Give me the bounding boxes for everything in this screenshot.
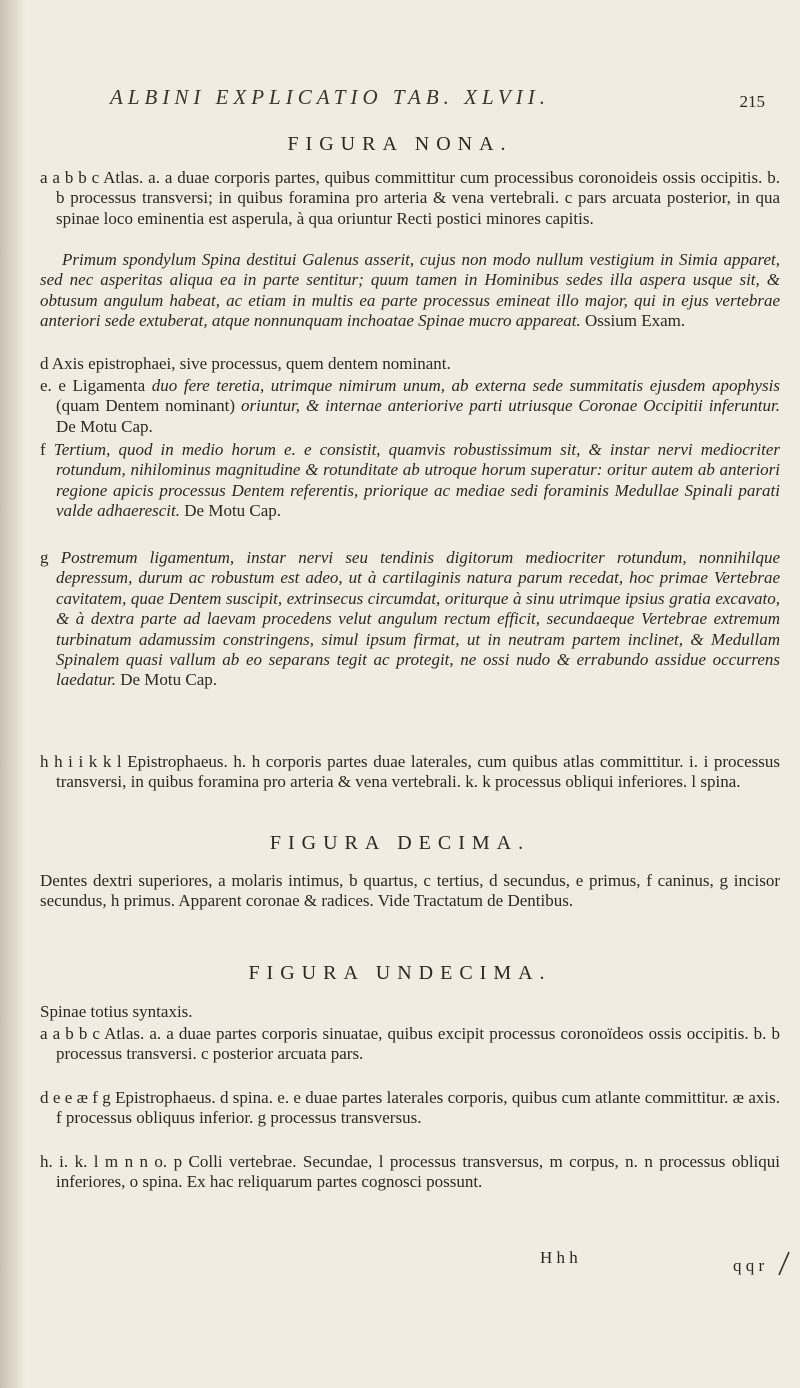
gutter-shadow — [0, 0, 26, 1388]
entry-spinae-syntaxis: Spinae totius syntaxis. — [40, 1002, 193, 1021]
entry-ligamenta-text-c: oriuntur, & internae anteriorive parti utriusque Coronae Occipitii inferuntur. — [240, 396, 781, 416]
entry-colli-vertebrae: h. i. k. l m n n o. p Colli vertebrae. Secundae, l processus transversus, m corpus, n. n processus obliqui inferiores, o spina. Ex hac reliquarum partes cognosci possunt. — [40, 1152, 780, 1192]
entry-tertium — [40, 440, 780, 522]
entry-ligamenta-text-a: duo fere teretia, utrimque nimirum unum, ab externa sede summitatis ejusdem apophysis — [151, 376, 780, 395]
entry-postremum-ref: De Motu Cap. — [120, 670, 218, 690]
entry-atlas-2: a a b b c Atlas. a. a duae partes corporis sinuatae, quibus excipit processus coronoïdeos ossis occipitis. b. b processus transversi. c posterior arcuata pars. — [40, 1024, 780, 1064]
page-number: 215 — [739, 92, 765, 111]
quote-source: Ossium Exam. — [585, 311, 686, 331]
catchword: q q r — [733, 1256, 765, 1275]
heading-figura-undecima: FIGURA UNDECIMA. — [248, 962, 552, 984]
entry-dentes: Dentes dextri superiores, a molaris intimus, b quartus, c tertius, d secundus, e primus, f caninus, g incisor secundus, h primus. Apparent coronae & radices. Vide Tractatum de Dentibus. — [40, 871, 780, 911]
entry-epistrophaeus: h h i i k k l Epistrophaeus. h. h corporis partes duae laterales, cum quibus atlas committitur. i. i processus transversi, in quibus foramina pro arteria & vena vertebrali. k. k processus obliqui inferiores. l spina. — [40, 752, 780, 792]
entry-ligamenta — [40, 376, 780, 437]
quote-galenus-text: Primum spondylum Spina destitui Galenus asserit, cujus non modo nullum vestigium in Simia apparet, sed nec asperitas aliqua ea in parte sentitur; quum tamen in Hominibus sedes illa aspera usque sit, & obtusum angulum habeat, ac etiam in multis ea parte processus emineat illo major, qui in ejus vertebrae anteriori sede extuberat, atque nonnunquam inchoatae Spinae mucro appareat. — [40, 250, 780, 331]
entry-axis: d Axis epistrophaei, sive processus, quem dentem nominant. — [40, 354, 451, 373]
entry-tertium-lead: f — [40, 440, 46, 459]
entry-ligamenta-text-b: (quam Dentem nominant) — [56, 396, 236, 416]
entry-tertium-text: Tertium, quod in medio horum e. e consistit, quamvis robustissimum sit, & instar nervi mediocriter rotundum, nihilominus magnitudine & rotunditate ab utroque horum superatur: oritur autem ab anteriori regione apicis processus Dentem referentis, priorique ac mediae sedi foraminis Medullae Spinali parati valde adhaerescit. — [53, 440, 781, 521]
pen-stroke-mark — [777, 1250, 791, 1276]
entry-postremum-text: Postremum ligamentum, instar nervi seu tendinis digitorum mediocriter rotundum, nonnihilque depressum, durum ac robustum est adeo, ut à cartilaginis natura parum recedat, hoc primae Vertebrae cavitatem, quae Dentem suscipit, extrinsecus circumdat, oriturque à sinu utrimque ipsius gratia excavato, & à dextra parte ad laevam procedens velut angulum rectum efficit, secundaeque Vertebrae extremum turbinatum adamussim constringens, simul ipsum firmat, ut in neutram partem inclinet, & Medullam Spinalem quasi vallum ab eo separans tegit ac protegit, ne ossi nudo & errabundo assidue occurrens laedatur. — [56, 548, 780, 690]
entry-postremum-lead: g — [40, 548, 49, 567]
entry-epistrophaeus-2: d e e æ f g Epistrophaeus. d spina. e. e duae partes laterales corporis, quibus cum atlante committitur. æ axis. f processus obliquus inferior. g processus transversus. — [40, 1088, 780, 1128]
entry-ligamenta-lead: e. e Ligamenta — [40, 376, 146, 395]
running-head: ALBINI EXPLICATIO TAB. XLVII. — [110, 85, 550, 109]
signature-mark: H h h — [540, 1248, 578, 1267]
entry-tertium-ref: De Motu Cap. — [184, 501, 282, 521]
entry-postremum — [40, 548, 780, 691]
quote-galenus — [40, 250, 780, 332]
heading-figura-nona: FIGURA NONA. — [287, 133, 513, 155]
heading-figura-decima: FIGURA DECIMA. — [269, 832, 531, 854]
entry-ligamenta-ref: De Motu Cap. — [56, 416, 153, 436]
entry-atlas: a a b b c Atlas. a. a duae corporis partes, quibus committitur cum processibus coronoideis ossis occipitis. b. b processus transversi; in quibus foramina pro arteria & vena vertebrali. c pars arcuata posterior, in qua spinae loco eminentia est asperula, à qua oriuntur Recti postici minores capitis. — [40, 168, 780, 228]
